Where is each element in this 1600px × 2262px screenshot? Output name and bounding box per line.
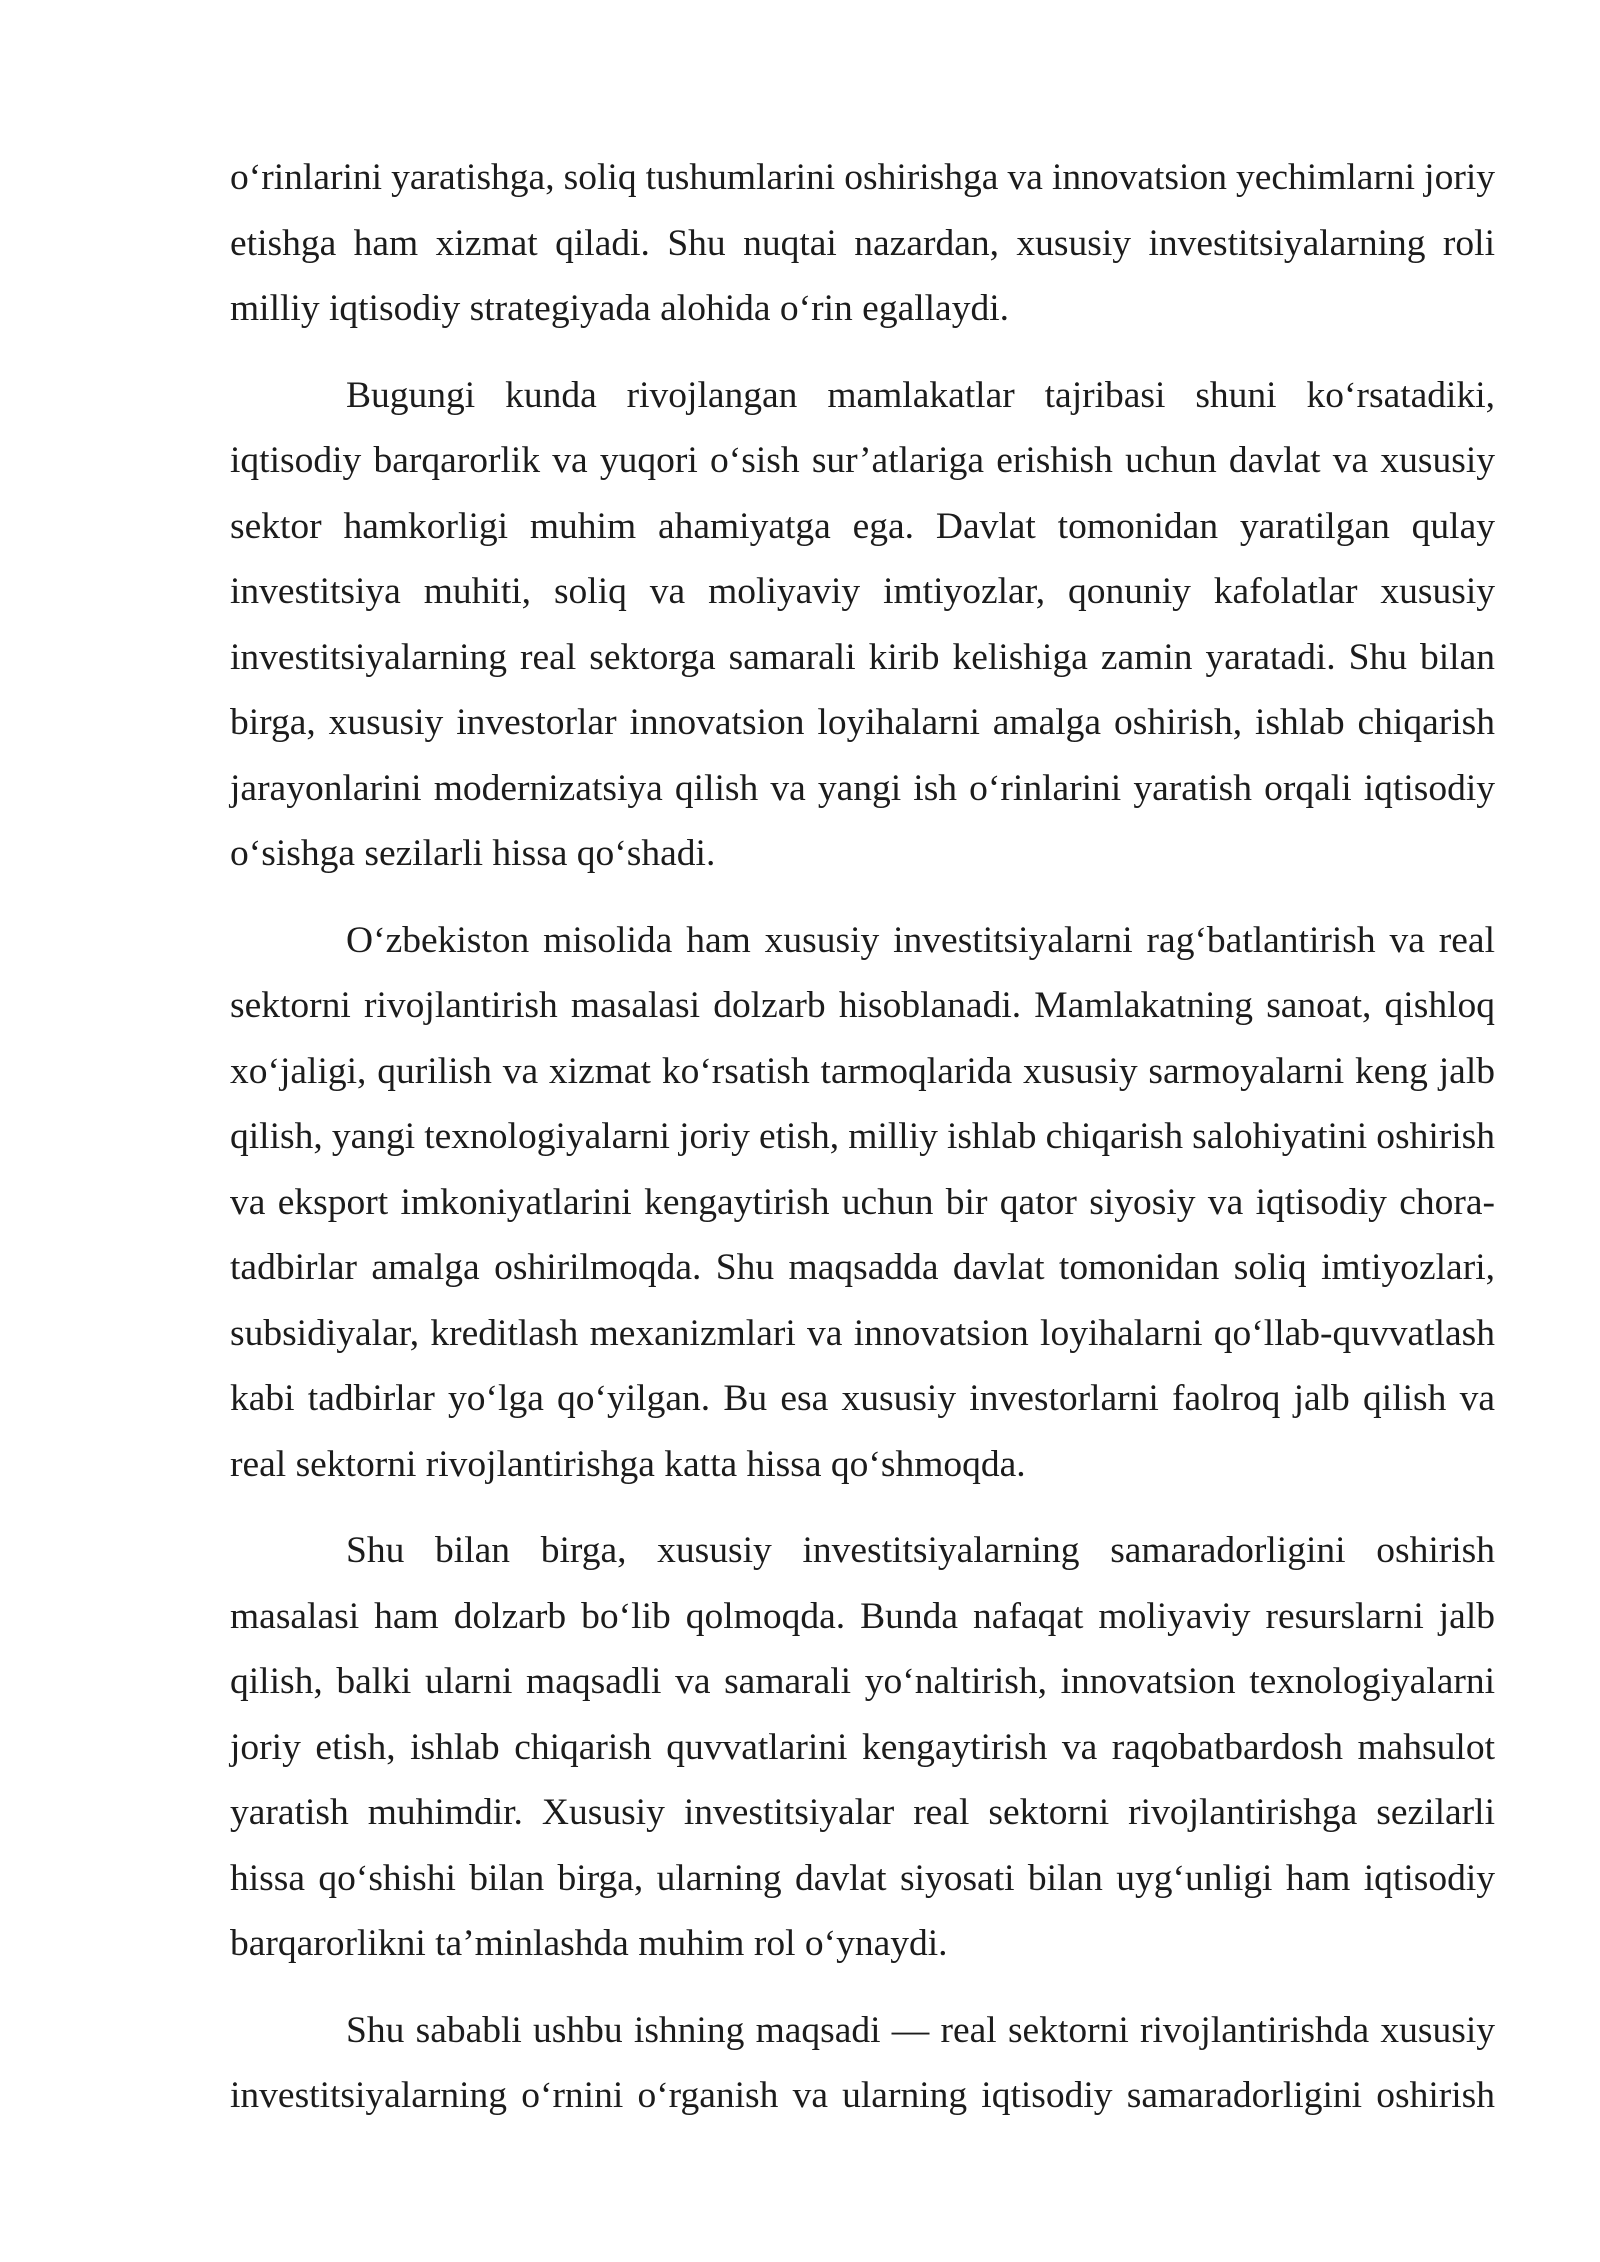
text-line: yaratish muhimdir. Xususiy investitsiyalar real sektorni rivojlantirishga sezilarli — [230, 1792, 1495, 1833]
text-line: birga, xususiy investorlar innovatsion loyihalarni amalga oshirish, ishlab chiqarish — [230, 702, 1495, 743]
text-line: sektor hamkorligi muhim ahamiyatga ega. Davlat tomonidan yaratilgan qulay — [230, 505, 1495, 547]
text-line: qilish, balki ularni maqsadli va samarali yo‘naltirish, innovatsion texnologiyalarni — [230, 1661, 1495, 1702]
text-line: investitsiyalarning real sektorga samarali kirib kelishiga zamin yaratadi. Shu bilan — [230, 636, 1495, 678]
text-line: jarayonlarini modernizatsiya qilish va yangi ish o‘rinlarini yaratish orqali iqtisodiy — [230, 767, 1495, 809]
text-line: o‘rinlarini yaratishga, soliq tushumlarini oshirishga va innovatsion yechimlarni joriy — [230, 157, 1495, 198]
body-text — [230, 145, 1495, 2129]
text-line: xo‘jaligi, qurilish va xizmat ko‘rsatish tarmoqlarida xususiy sarmoyalarni keng jalb — [230, 1050, 1495, 1092]
text-line: qilish, yangi texnologiyalarni joriy etish, milliy ishlab chiqarish salohiyatini oshirish — [230, 1116, 1495, 1157]
text-line: O‘zbekiston misolida ham xususiy investitsiyalarni rag‘batlantirish va real — [346, 919, 1495, 961]
text-line: kabi tadbirlar yo‘lga qo‘yilgan. Bu esa xususiy investorlarni faolroq jalb qilish va — [230, 1378, 1495, 1419]
text-line: va eksport imkoniyatlarini kengaytirish uchun bir qator siyosiy va iqtisodiy chora- — [230, 1181, 1495, 1223]
paragraph — [230, 908, 1495, 1498]
text-line: sektorni rivojlantirish masalasi dolzarb hisoblanadi. Mamlakatning sanoat, qishloq — [230, 985, 1495, 1026]
paragraph — [230, 1518, 1495, 1977]
text-line: iqtisodiy barqarorlik va yuqori o‘sish sur’atlariga erishish uchun davlat va xususiy — [230, 440, 1495, 481]
paragraph — [230, 145, 1495, 342]
text-line: hissa qo‘shishi bilan birga, ularning davlat siyosati bilan uyg‘unligi ham iqtisodiy — [230, 1857, 1495, 1899]
text-line: tadbirlar amalga oshirilmoqda. Shu maqsadda davlat tomonidan soliq imtiyozlari, — [230, 1247, 1495, 1288]
text-line: Shu sababli ushbu ishning maqsadi — real sektorni rivojlantirishda xususiy — [346, 2009, 1495, 2051]
text-line: etishga ham xizmat qiladi. Shu nuqtai nazardan, xususiy investitsiyalarning roli — [230, 222, 1495, 264]
text-line: investitsiyalarning o‘rnini o‘rganish va ularning iqtisodiy samaradorligini oshirish — [230, 2075, 1495, 2116]
text-line: masalasi ham dolzarb bo‘lib qolmoqda. Bunda nafaqat moliyaviy resurslarni jalb — [230, 1595, 1495, 1637]
text-line: barqarorlikni ta’minlashda muhim rol o‘ynaydi. — [230, 1923, 948, 1964]
paragraph — [230, 1998, 1495, 2129]
paragraph — [230, 363, 1495, 887]
text-line: joriy etish, ishlab chiqarish quvvatlarini kengaytirish va raqobatbardosh mahsulot — [230, 1726, 1495, 1768]
text-line: milliy iqtisodiy strategiyada alohida o‘rin egallaydi. — [230, 288, 1009, 329]
text-line: subsidiyalar, kreditlash mexanizmlari va innovatsion loyihalarni qo‘llab-quvvatlash — [230, 1312, 1495, 1354]
text-line: real sektorni rivojlantirishga katta hissa qo‘shmoqda. — [230, 1443, 1026, 1485]
text-line: Bugungi kunda rivojlangan mamlakatlar tajribasi shuni ko‘rsatadiki, — [346, 374, 1495, 416]
text-line: investitsiya muhiti, soliq va moliyaviy imtiyozlar, qonuniy kafolatlar xususiy — [230, 571, 1495, 612]
text-line: o‘sishga sezilarli hissa qo‘shadi. — [230, 833, 716, 874]
text-line: Shu bilan birga, xususiy investitsiyalarning samaradorligini oshirish — [346, 1530, 1495, 1571]
